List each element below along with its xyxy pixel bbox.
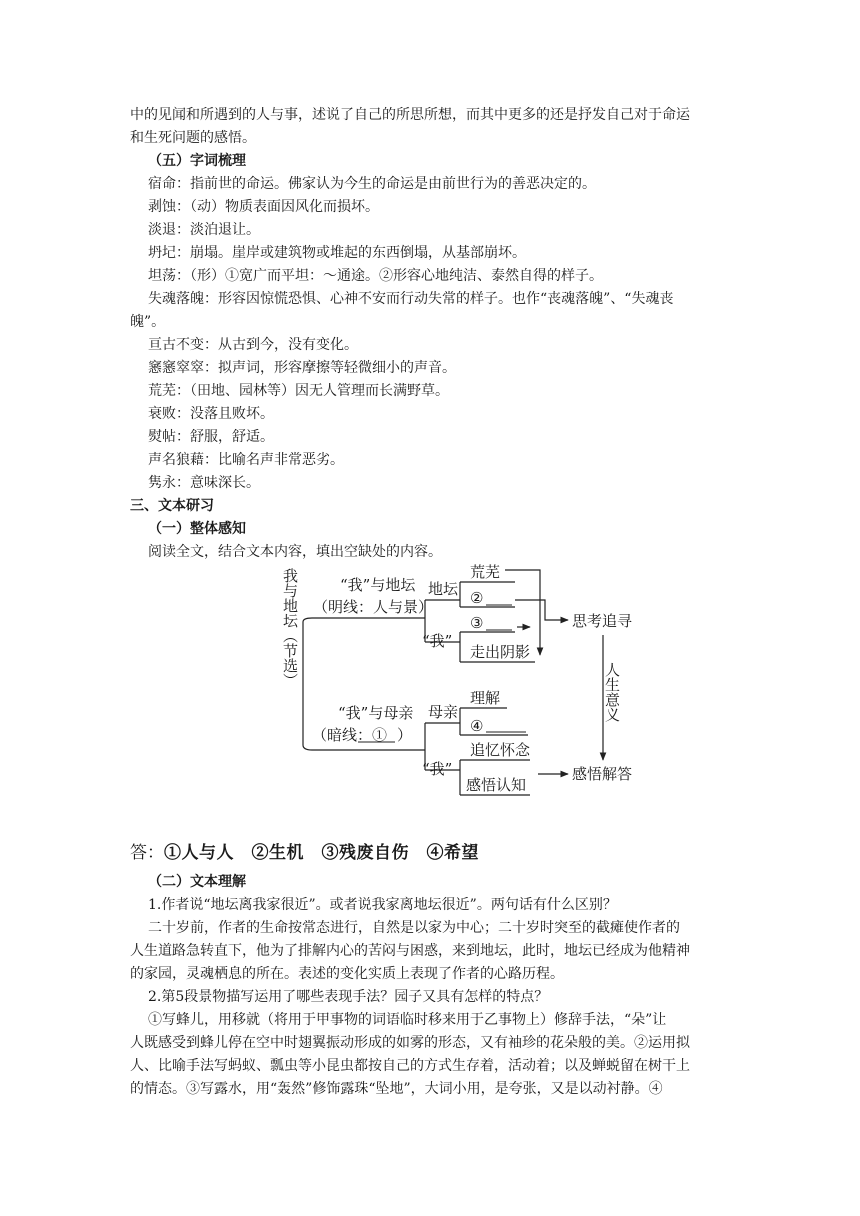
vocab-item: 剥蚀：（动）物质表面因风化而损坏。 — [148, 199, 379, 215]
answer-line — [130, 840, 479, 866]
zouchu-leaf: 走出阴影 — [470, 643, 531, 661]
vocab-item: 坦荡：（形）①宽广而平坦：～通途。②形容心地纯洁、泰然自得的样子。 — [148, 268, 603, 284]
overall-perception-heading: （一）整体感知 — [148, 521, 246, 537]
answer-text: ①人与人 ②生机 ③残废自伤 ④希望 — [164, 843, 479, 863]
muqin-node: 母亲 — [428, 703, 459, 721]
answer-2-line-4: 的情态。③写露水，用“轰然”修饰露珠“坠地”，大词小用，是夸张，又是以动衬静。④ — [130, 1081, 663, 1097]
vocab-item: 宿命：指前世的命运。佛家认为今生的命运是由前世行为的善恶决定的。 — [148, 176, 596, 192]
vocab-item: 窸窸窣窣：拟声词，形容摩擦等轻微细小的声音。 — [148, 360, 456, 376]
answer-1-line-3: 的家园，灵魂栖息的所在。表述的变化实质上表现了作者的心路历程。 — [130, 966, 564, 982]
root-label: 我与地坛（节选） — [281, 568, 299, 688]
vocab-item: 熨帖：舒服，舒适。 — [148, 429, 274, 445]
answer-2-line-3: 人、比喻手法写蚂蚁、瓢虫等小昆虫都按自己的方式生存着，活动着；以及蝉蜕留在树干上 — [130, 1058, 690, 1074]
vocab-item: 坍圮：崩塌。崖岸或建筑物或堆起的东西倒塌，从基部崩坏。 — [148, 245, 526, 261]
intro-line-1: 中的见闻和所遇到的人与事，述说了自己的所思所想，而其中更多的还是抒发自己对于命运 — [130, 107, 690, 123]
blank-4-leaf: ④ — [470, 717, 484, 735]
wo-node-upper: “我” — [422, 632, 453, 650]
vocab-item: 荒芜：（田地、园林等）因无人管理而长满野草。 — [148, 383, 449, 399]
answer-prefix: 答： — [130, 843, 164, 863]
answer-1-line-2: 人生道路急转直下，他为了排解内心的苦闷与困惑，来到地坛，此时，地坛已经成为他精神 — [130, 943, 690, 959]
intro-line-2: 和生死问题的感悟。 — [130, 130, 256, 146]
answer-2-line-1: ①写蜂儿，用移就（将用于甲事物的词语临时移来用于乙事物上）修辞手法，“朵”让 — [148, 1012, 667, 1028]
blank-2-leaf: ② — [470, 589, 484, 607]
vocab-item-continued: 魄”。 — [130, 314, 166, 330]
huangwu-leaf: 荒芜 — [470, 563, 501, 581]
vocab-item: 隽永：意味深长。 — [148, 475, 260, 491]
jieda-node: 感悟解答 — [572, 765, 633, 783]
vocab-item: 失魂落魄：形容因惊慌恐惧、心神不安而行动失常的样子。也作“丧魂落魄”、“失魂丧 — [148, 291, 674, 307]
zhuiyi-leaf: 追忆怀念 — [470, 741, 531, 759]
blank-3-leaf: ③ — [470, 614, 484, 632]
branch-2-line-2: （暗线：① — [312, 726, 388, 744]
answer-1-line-1: 二十岁前，作者的生命按常态进行，自然是以家为中心；二十岁时突至的截瘫使作者的 — [148, 920, 680, 936]
question-1: 1.作者说“地坛离我家很近”。或者说我家离地坛很近”。两句话有什么区别？ — [148, 897, 617, 913]
vocab-item: 衰败：没落且败坏。 — [148, 406, 274, 422]
vocab-item: 淡退：淡泊退让。 — [148, 222, 260, 238]
ganwu-leaf: 感悟认知 — [466, 776, 527, 794]
wo-node-lower: “我” — [422, 760, 453, 778]
vocab-heading: （五）字词梳理 — [148, 153, 246, 169]
lijie-leaf: 理解 — [470, 689, 501, 707]
text-understanding-heading: （二）文本理解 — [148, 874, 246, 890]
branch-2-line-1: “我”与母亲 — [338, 704, 414, 722]
section-3-heading: 三、文本研习 — [130, 498, 214, 514]
vocab-item: 声名狼藉：比喻名声非常恶劣。 — [148, 452, 344, 468]
answer-2-line-2: 人既感受到蜂儿停在空中时翅翼振动形成的如雾的形态，又有袖珍的花朵般的美。②运用拟 — [130, 1035, 690, 1051]
vocab-item: 亘古不变：从古到今，没有变化。 — [148, 337, 358, 353]
ditan-node: 地坛 — [428, 580, 459, 598]
branch-2-close: ） — [397, 726, 413, 744]
branch-1-line-1: “我”与地坛 — [340, 576, 416, 594]
instruction-text: 阅读全文，结合文本内容，填出空缺处的内容。 — [148, 544, 442, 560]
question-2: 2.第5段景物描写运用了哪些表现手法？园子又具有怎样的特点？ — [148, 989, 549, 1005]
sikao-node: 思考追寻 — [572, 612, 633, 630]
branch-1-line-2: （明线：人与景） — [313, 598, 434, 616]
rensheng-label: 人生意义 — [603, 662, 621, 722]
